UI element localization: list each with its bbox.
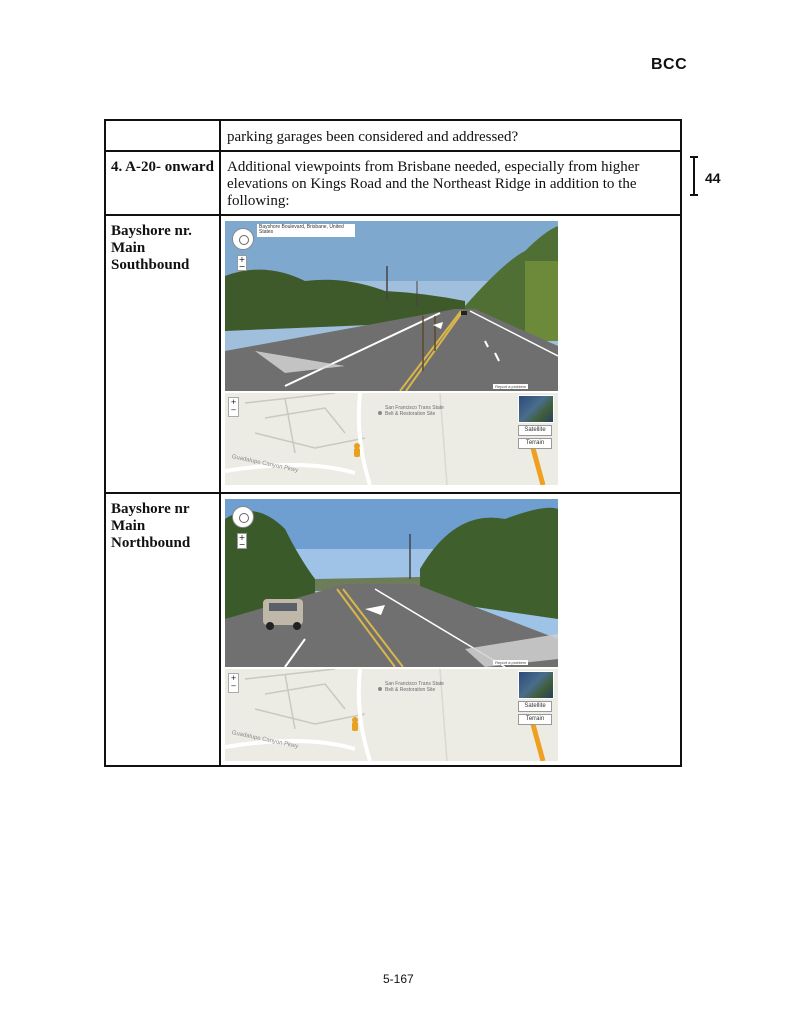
table-row (106, 494, 680, 765)
streetview-panorama (225, 499, 558, 667)
map-zoom-control[interactable]: + − (228, 673, 239, 693)
map-zoom-control[interactable]: + − (228, 397, 239, 417)
map-type-selector (518, 671, 552, 725)
pan-control[interactable] (232, 506, 254, 528)
comment-bracket (693, 156, 703, 196)
table-row (106, 121, 680, 152)
row-label: Bayshore nr. Main Southbound (111, 223, 192, 273)
terrain-button[interactable]: Terrain (518, 714, 552, 725)
row-text: parking garages been considered and addressed? (227, 129, 519, 145)
row-label: Bayshore nr Main Northbound (111, 501, 191, 551)
satellite-thumbnail[interactable] (518, 395, 554, 423)
pan-control[interactable] (232, 228, 254, 250)
map-road-label: Guadalupe Canyon Pkwy (231, 454, 299, 474)
row-label: 4. A-20- onward (111, 159, 214, 175)
panorama-zoom-control[interactable]: + − (238, 255, 246, 271)
document-code: BCC (651, 56, 688, 73)
comments-table (104, 119, 682, 767)
comment-number: 44 (705, 170, 721, 186)
inset-map (225, 667, 558, 761)
row-text: Additional viewpoints from Brisbane needed, especially from higher elevations on Kings Road and the Northeast Ridge in addition to the following: (227, 159, 640, 209)
panorama-zoom-control[interactable]: + − (238, 533, 246, 549)
satellite-button[interactable]: Satellite (518, 701, 552, 712)
report-problem-link[interactable]: Report a problem (495, 660, 526, 665)
pegman-icon[interactable] (351, 717, 359, 733)
table-row (106, 216, 680, 494)
satellite-thumbnail[interactable] (518, 671, 554, 699)
pegman-icon[interactable] (353, 443, 361, 459)
street-scene (225, 499, 558, 667)
terrain-button[interactable]: Terrain (518, 438, 552, 449)
map-place-label: San Francisco Trans State Belt & Restoration Site (385, 681, 444, 693)
satellite-button[interactable]: Satellite (518, 425, 552, 436)
map-place-label: San Francisco Trans State Belt & Restoration Site (385, 405, 444, 417)
map-type-selector (518, 395, 552, 449)
address-card: Bayshore Boulevard, Brisbane, United States (257, 224, 355, 237)
inset-map (225, 391, 558, 485)
map-road-label: Guadalupe Canyon Pkwy (231, 730, 299, 750)
streetview-screenshot (225, 499, 558, 761)
page-number: 5-167 (383, 972, 414, 986)
report-problem-link[interactable]: Report a problem (495, 384, 526, 389)
streetview-screenshot (225, 221, 558, 485)
streetview-panorama (225, 221, 558, 391)
street-scene (225, 221, 558, 391)
table-row (106, 152, 680, 216)
